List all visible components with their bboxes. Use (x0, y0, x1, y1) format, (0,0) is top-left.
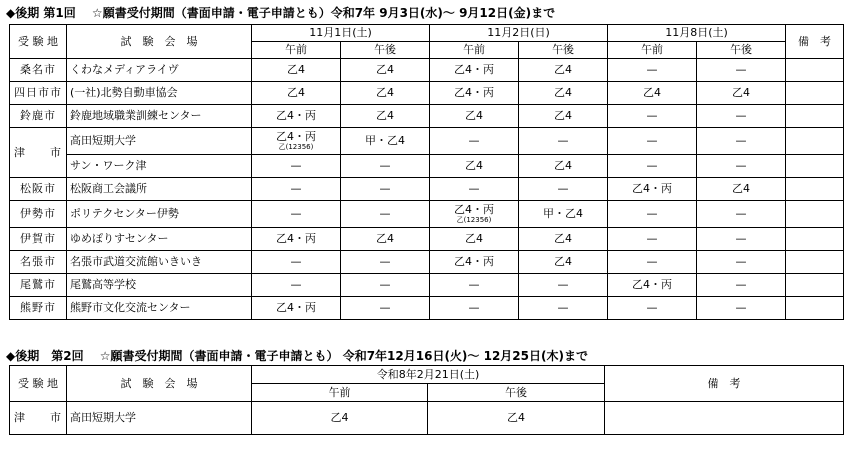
exam-types: — (646, 301, 658, 314)
exam-types: 乙4 (376, 86, 394, 99)
exam-types: 乙4 (732, 182, 750, 195)
exam-cell (252, 82, 341, 105)
exam-types: 乙4 (465, 109, 483, 122)
exam-cell (430, 155, 519, 178)
venue-site: 名張市武道交流館いきいき (67, 251, 252, 274)
exam-types: — (290, 255, 302, 268)
exam-cell (697, 201, 786, 228)
exam-cell (341, 274, 430, 297)
exam-types: — (379, 278, 391, 291)
header-pm: 午後 (697, 42, 786, 59)
exam-cell (341, 251, 430, 274)
exam-cell (430, 128, 519, 155)
header-date-1: 11月1日(土) (252, 25, 430, 42)
exam-cell (697, 274, 786, 297)
exam-types: — (557, 301, 569, 314)
note-cell (786, 251, 844, 274)
note-cell (786, 274, 844, 297)
table-row (10, 228, 844, 251)
exam-cell (341, 59, 430, 82)
exam-types: — (557, 278, 569, 291)
exam-types: — (735, 278, 747, 291)
exam-types: 乙4 (376, 109, 394, 122)
exam-cell (608, 178, 697, 201)
exam-types: — (646, 255, 658, 268)
exam-cell (430, 105, 519, 128)
exam-cell (697, 155, 786, 178)
venue-city: 桑名市 (10, 59, 67, 82)
exam-cell (519, 228, 608, 251)
exam-types: — (646, 134, 658, 147)
table-row (10, 82, 844, 105)
exam-cell (252, 274, 341, 297)
venue-site: 松阪商工会議所 (67, 178, 252, 201)
exam-cell (430, 274, 519, 297)
exam-cell (519, 128, 608, 155)
exam-types: 乙4・丙 (632, 182, 672, 195)
exam-cell (430, 82, 519, 105)
exam-cell (341, 82, 430, 105)
exam-types: 乙4・丙 (632, 278, 672, 291)
venue-city: 伊勢市 (10, 201, 67, 228)
exam-cell (608, 297, 697, 320)
exam-types: — (557, 134, 569, 147)
exam-types: — (557, 182, 569, 195)
exam-types: — (379, 182, 391, 195)
header-note: 備 考 (786, 25, 844, 59)
exam-types: — (735, 232, 747, 245)
venue-site: 尾鷲高等学校 (67, 274, 252, 297)
exam-types: 乙4 (732, 86, 750, 99)
venue-city: 尾鷲市 (10, 274, 67, 297)
am-exam: 乙4 (252, 402, 428, 435)
header-am: 午前 (608, 42, 697, 59)
exam-types: 乙4・丙 (454, 86, 494, 99)
exam-cell (430, 59, 519, 82)
exam-types: — (646, 159, 658, 172)
note-cell (786, 82, 844, 105)
exam-cell (252, 251, 341, 274)
note-cell (786, 59, 844, 82)
exam-types: 乙4・丙 (276, 109, 316, 122)
exam-cell (252, 59, 341, 82)
exam-types: — (735, 109, 747, 122)
exam-cell (341, 228, 430, 251)
exam-types: — (379, 255, 391, 268)
exam-types: — (735, 63, 747, 76)
exam-subtypes: 乙(12356) (456, 216, 492, 224)
exam-cell (519, 105, 608, 128)
exam-cell (697, 297, 786, 320)
exam-cell (697, 251, 786, 274)
exam-types: — (290, 159, 302, 172)
exam-cell (608, 59, 697, 82)
venue-site: ポリテクセンター伊勢 (67, 201, 252, 228)
header-date-3: 11月8日(土) (608, 25, 786, 42)
exam-cell (608, 82, 697, 105)
exam-types: — (290, 182, 302, 195)
exam-cell (341, 178, 430, 201)
note-cell (786, 228, 844, 251)
table-row (10, 178, 844, 201)
session1-schedule-table (9, 24, 844, 320)
venue-site: ゆめぽりすセンター (67, 228, 252, 251)
header-date-2: 11月2日(日) (430, 25, 608, 42)
exam-types: 乙4 (554, 109, 572, 122)
table-row (10, 201, 844, 228)
venue-city: 松阪市 (10, 178, 67, 201)
venue-site: (一社)北勢自動車協会 (67, 82, 252, 105)
exam-cell (252, 201, 341, 228)
table-row (10, 402, 844, 435)
exam-cell (697, 105, 786, 128)
pm-exam: 乙4 (428, 402, 605, 435)
exam-types: 乙4 (376, 232, 394, 245)
exam-types: — (646, 109, 658, 122)
exam-types: 乙4 (376, 63, 394, 76)
exam-types: 乙4 (554, 86, 572, 99)
exam-types: — (735, 301, 747, 314)
venue-site: くわなメディアライヴ (67, 59, 252, 82)
exam-cell (697, 59, 786, 82)
exam-types: — (468, 182, 480, 195)
exam-cell (430, 228, 519, 251)
exam-cell (608, 105, 697, 128)
exam-types: 乙4 (554, 255, 572, 268)
exam-types: 乙4 (465, 232, 483, 245)
note-cell (786, 155, 844, 178)
exam-types: 乙4・丙 (276, 301, 316, 314)
note-cell (786, 105, 844, 128)
exam-cell (252, 105, 341, 128)
exam-types: — (379, 159, 391, 172)
exam-cell (519, 251, 608, 274)
exam-types: — (646, 232, 658, 245)
exam-cell (608, 201, 697, 228)
exam-types: — (735, 159, 747, 172)
exam-cell (608, 128, 697, 155)
header-venue: 受 験 地 (10, 25, 67, 59)
venue-city: 名張市 (10, 251, 67, 274)
venue-city: 鈴鹿市 (10, 105, 67, 128)
note-cell (786, 201, 844, 228)
venue-site: 熊野市文化交流センター (67, 297, 252, 320)
table-row (10, 155, 844, 178)
exam-cell (341, 128, 430, 155)
exam-cell (252, 297, 341, 320)
exam-types: — (646, 63, 658, 76)
header-site: 試 験 会 場 (67, 366, 252, 402)
exam-types: 乙4 (287, 63, 305, 76)
note-cell (786, 297, 844, 320)
venue-city: 熊野市 (10, 297, 67, 320)
exam-cell (519, 178, 608, 201)
table-row (10, 59, 844, 82)
exam-types: — (468, 134, 480, 147)
exam-types: — (290, 278, 302, 291)
exam-types: 乙4 (554, 232, 572, 245)
exam-types: 乙4・丙 (276, 232, 316, 245)
table-row (10, 251, 844, 274)
exam-cell (519, 82, 608, 105)
exam-cell (252, 155, 341, 178)
header-am: 午前 (430, 42, 519, 59)
header-am: 午前 (252, 384, 428, 402)
header-pm: 午後 (428, 384, 605, 402)
exam-types: 乙4 (643, 86, 661, 99)
exam-types: — (379, 301, 391, 314)
note-cell (786, 128, 844, 155)
exam-cell (519, 274, 608, 297)
exam-types: — (735, 207, 747, 220)
exam-types: 乙4・丙 (454, 63, 494, 76)
exam-cell (608, 274, 697, 297)
exam-cell (608, 228, 697, 251)
exam-cell (697, 82, 786, 105)
venue-city: 津 市 (10, 128, 67, 178)
table-row (10, 128, 844, 155)
header-date: 令和8年2月21日(土) (252, 366, 605, 384)
exam-cell (252, 228, 341, 251)
exam-cell (341, 105, 430, 128)
header-note: 備 考 (605, 366, 844, 402)
exam-types: 甲・乙4 (365, 134, 405, 147)
exam-types: — (290, 207, 302, 220)
exam-cell (519, 59, 608, 82)
exam-types: 乙4・丙 (454, 255, 494, 268)
exam-subtypes: 乙(12356) (278, 143, 314, 151)
exam-cell (430, 178, 519, 201)
exam-types: — (379, 207, 391, 220)
venue-city: 伊賀市 (10, 228, 67, 251)
venue-site: 鈴鹿地域職業訓練センター (67, 105, 252, 128)
header-pm: 午後 (341, 42, 430, 59)
exam-cell (341, 201, 430, 228)
exam-types: 甲・乙4 (543, 207, 583, 220)
exam-cell (430, 297, 519, 320)
exam-cell (608, 251, 697, 274)
venue-city: 四日市市 (10, 82, 67, 105)
exam-types: — (468, 278, 480, 291)
exam-cell (697, 178, 786, 201)
exam-cell (519, 155, 608, 178)
exam-cell (519, 201, 608, 228)
header-site: 試 験 会 場 (67, 25, 252, 59)
session1-heading: ◆後期 第1回 ☆願書受付期間（書面申請・電子申請とも）令和7年 9月3日(水)～ 9月12日(金)まで (6, 6, 556, 20)
venue-city: 津 市 (10, 402, 67, 435)
table-row (10, 105, 844, 128)
exam-cell (608, 155, 697, 178)
exam-cell (519, 297, 608, 320)
exam-cell (252, 178, 341, 201)
exam-types: 乙4 (554, 63, 572, 76)
exam-cell (252, 128, 341, 155)
exam-types: — (735, 255, 747, 268)
exam-types: — (468, 301, 480, 314)
note-cell (786, 178, 844, 201)
header-pm: 午後 (519, 42, 608, 59)
exam-types: 乙4 (465, 159, 483, 172)
venue-site: 高田短期大学 (67, 402, 252, 435)
note-cell (605, 402, 844, 435)
exam-cell (430, 201, 519, 228)
header-venue: 受 験 地 (10, 366, 67, 402)
session2-schedule-table (9, 365, 844, 435)
exam-cell (697, 228, 786, 251)
exam-cell (341, 297, 430, 320)
table-row (10, 297, 844, 320)
exam-cell (430, 251, 519, 274)
venue-site: 高田短期大学 (67, 128, 252, 155)
exam-cell (341, 155, 430, 178)
table-row (10, 274, 844, 297)
exam-types: 乙4・丙 (454, 203, 494, 216)
header-am: 午前 (252, 42, 341, 59)
session2-heading: ◆後期 第2回 ☆願書受付期間（書面申請・電子申請とも） 令和7年12月16日(火)～ 12月25日(木)まで (6, 349, 588, 363)
exam-types: — (735, 134, 747, 147)
exam-types: 乙4 (554, 159, 572, 172)
exam-cell (697, 128, 786, 155)
exam-types: — (646, 207, 658, 220)
exam-types: 乙4・丙 (276, 130, 316, 143)
venue-site: サン・ワーク津 (67, 155, 252, 178)
exam-types: 乙4 (287, 86, 305, 99)
